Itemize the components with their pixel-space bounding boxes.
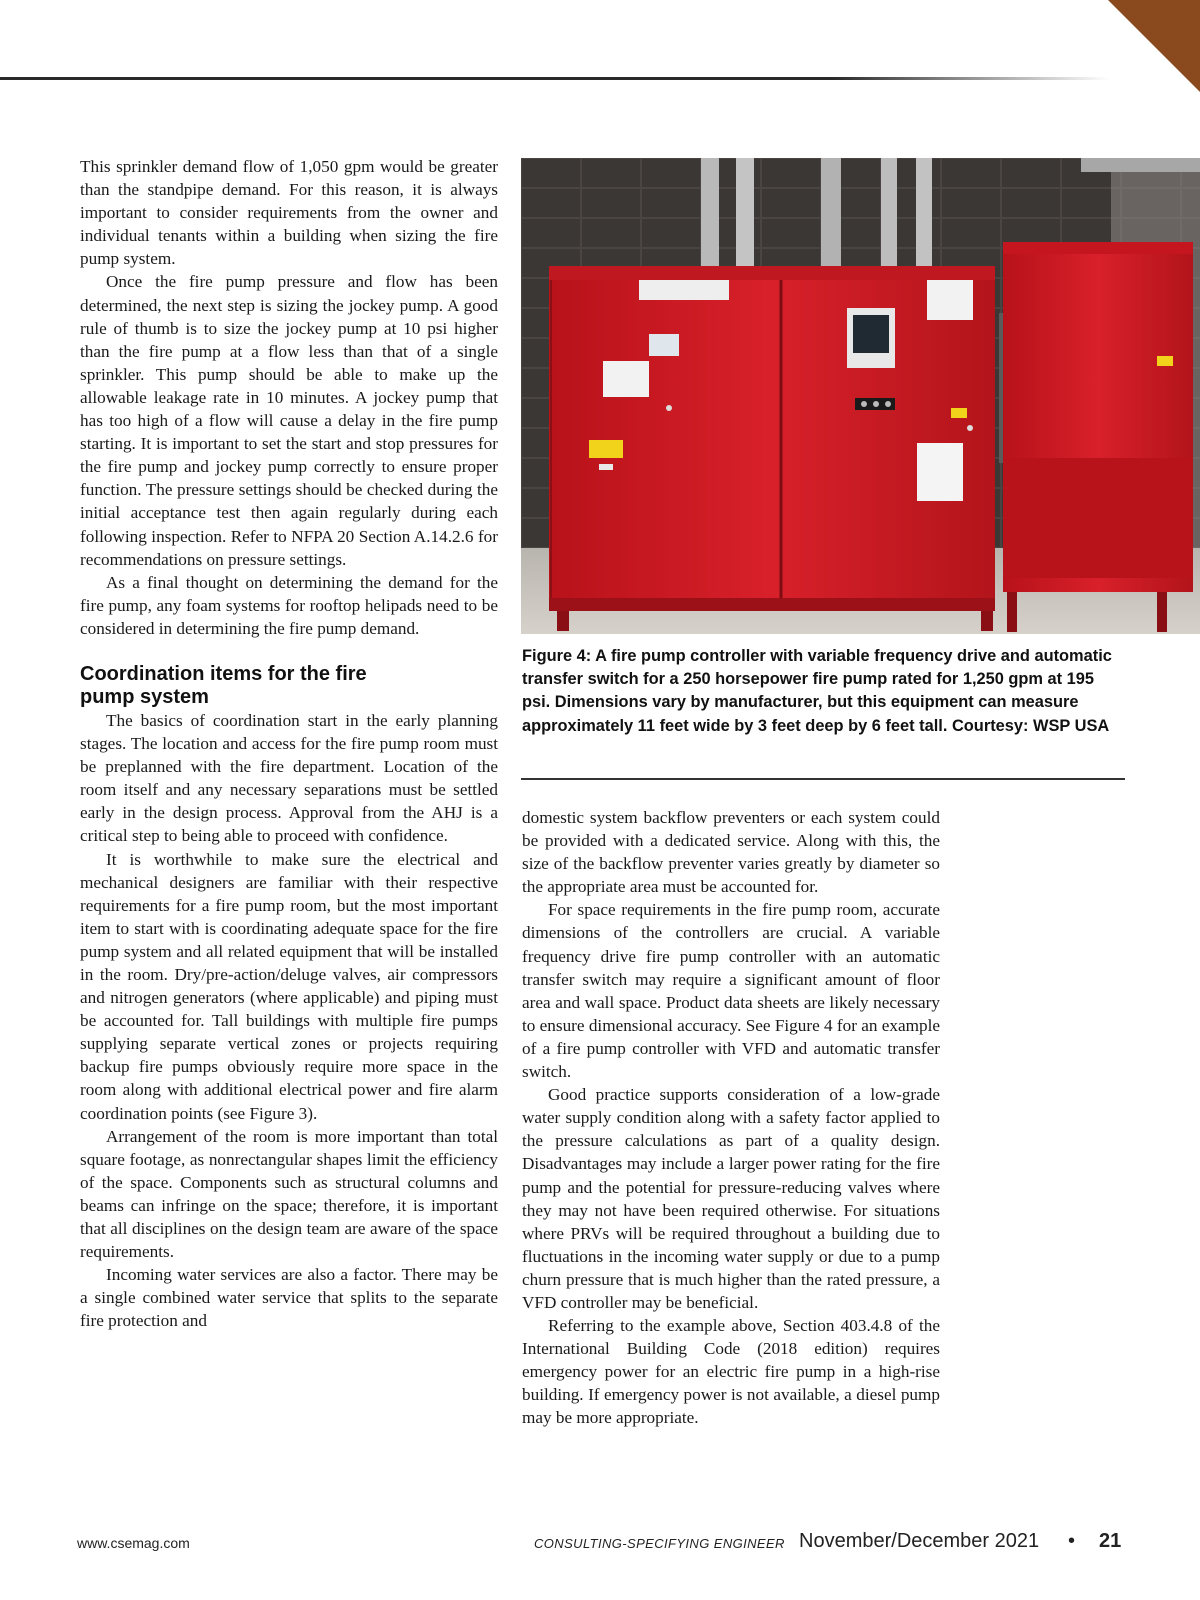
footer-url[interactable]: www.csemag.com	[77, 1535, 190, 1551]
warning-label	[589, 440, 623, 458]
corner-accent	[1108, 0, 1200, 92]
footer-publication: CONSULTING-SPECIFYING ENGINEER	[534, 1536, 785, 1551]
paragraph: This sprinkler demand flow of 1,050 gpm would be greater than the standpipe demand. For this reason, it is always important to consider requirements from the owner and individual tenants within a building when sizing the fire pump system.	[80, 157, 498, 269]
paragraph: domestic system backflow preventers or each system could be provided with a dedicated service. Along with this, the size of the backflow preventer varies greatly by diameter so the appropriate area must be accounted for.	[522, 808, 940, 897]
conduit	[701, 158, 719, 283]
caution-sign	[917, 443, 963, 501]
display-screen	[853, 315, 889, 353]
conduit	[821, 158, 841, 283]
paragraph: Once the fire pump pressure and flow has been determined, the next step is sizing the jockey pump. A good rule of thumb is to size the jockey pump at 10 psi higher than the fire pump at a flow less than that of a single sprinkler. This pump should be able to make up the allowable leakage rate in 10 minutes. A jockey pump that has too high of a flow will cause a delay in the fire pump starting. It is important to set the start and stop pressures for the fire pump and jockey pump correctly to ensure proper function. The pressure settings should be checked during the initial acceptance test then again regularly during each following inspection. Refer to NFPA 20 Section A.14.2.6 for recommendations on pressure settings.	[80, 272, 498, 569]
warning-label	[927, 280, 973, 320]
paragraph: Arrangement of the room is more important than total square footage, as nonrectangular shapes limit the efficiency of the space. Components such as structural columns and beams can infringe on the space; therefore, it is important that all disciplines on the design team are aware of the space requirements.	[80, 1126, 498, 1262]
header-rule	[0, 77, 1110, 80]
paragraph: For space requirements in the fire pump room, accurate dimensions of the controllers are crucial. A variable frequency drive fire pump controller with an automatic transfer switch may require a significant amount of floor area and wall space. Product data sheets are likely necessary to ensure dimensional accuracy. See Figure 4 for an example of a fire pump controller with VFD and automatic transfer switch.	[522, 900, 940, 1082]
paragraph: Incoming water services are also a factor. There may be a single combined water service that splits to the separate fire protection and	[80, 1265, 498, 1331]
left-column	[80, 155, 498, 1333]
conduit	[736, 158, 754, 283]
page-number: 21	[1099, 1530, 1122, 1552]
right-column	[522, 806, 940, 1430]
figure-photo	[521, 158, 1200, 634]
figure-caption: Figure 4: A fire pump controller with variable frequency drive and automatic transfer switch for a 250 horsepower fire pump rated for 1,250 gpm at 195 psi. Dimensions vary by manufacturer, but this equipment can measure approximately 11 feet wide by 3 feet deep by 6 feet tall. Courtesy: WSP USA	[522, 647, 1112, 735]
conduit	[881, 158, 897, 283]
paragraph: Good practice supports consideration of a low-grade water supply condition along with a safety factor applied to the pressure calculations as part of a quality design. Disadvantages may include a larger power rating for the fire pump and the potential for pressure-reducing valves where they may not have been required otherwise. For situations where PRVs will be required throughout a building due to fluctuations in the incoming water supply or due to a pump churn pressure that is much higher than the rated pressure, a VFD controller may be beneficial.	[522, 1085, 940, 1312]
paragraph: The basics of coordination start in the early planning stages. The location and access for the fire pump room must be preplanned with the fire department. Location of the room itself and any necessary separations must be settled early in the design process. Approval from the AHJ is a critical step to being able to proceed with confidence.	[80, 710, 498, 846]
conduit	[916, 158, 932, 283]
footer-issue: November/December 2021	[799, 1530, 1040, 1552]
warning-label	[603, 361, 649, 397]
footer-bullet: •	[1068, 1530, 1076, 1552]
paragraph: Referring to the example above, Section 403.4.8 of the International Building Code (2018 edition) requires emergency power for an electric fire pump in a high-rise building. If emergency power is not available, a diesel pump may be more appropriate.	[522, 1316, 940, 1428]
caption-rule	[521, 778, 1125, 780]
paragraph: It is worthwhile to make sure the electrical and mechanical designers are familiar with their respective requirements for a fire pump room, but the most important item to start with is coordinating adequate space for the fire pump system and all related equipment that will be installed in the room. Dry/pre-action/deluge valves, air compressors and nitrogen generators (where applicable) and piping must be accounted for. Tall buildings with multiple fire pumps supplying separate vertical zones or projects requiring backup fire pumps obviously require more space in the room along with additional electrical power and fire alarm coordination points (see Figure 3).	[80, 849, 498, 1123]
section-heading: Coordination items for the fire pump system	[80, 662, 367, 708]
label-plate	[639, 280, 729, 300]
paragraph: As a final thought on determining the demand for the fire pump, any foam systems for rooftop helipads need to be considered in determining the fire pump demand.	[80, 572, 498, 638]
